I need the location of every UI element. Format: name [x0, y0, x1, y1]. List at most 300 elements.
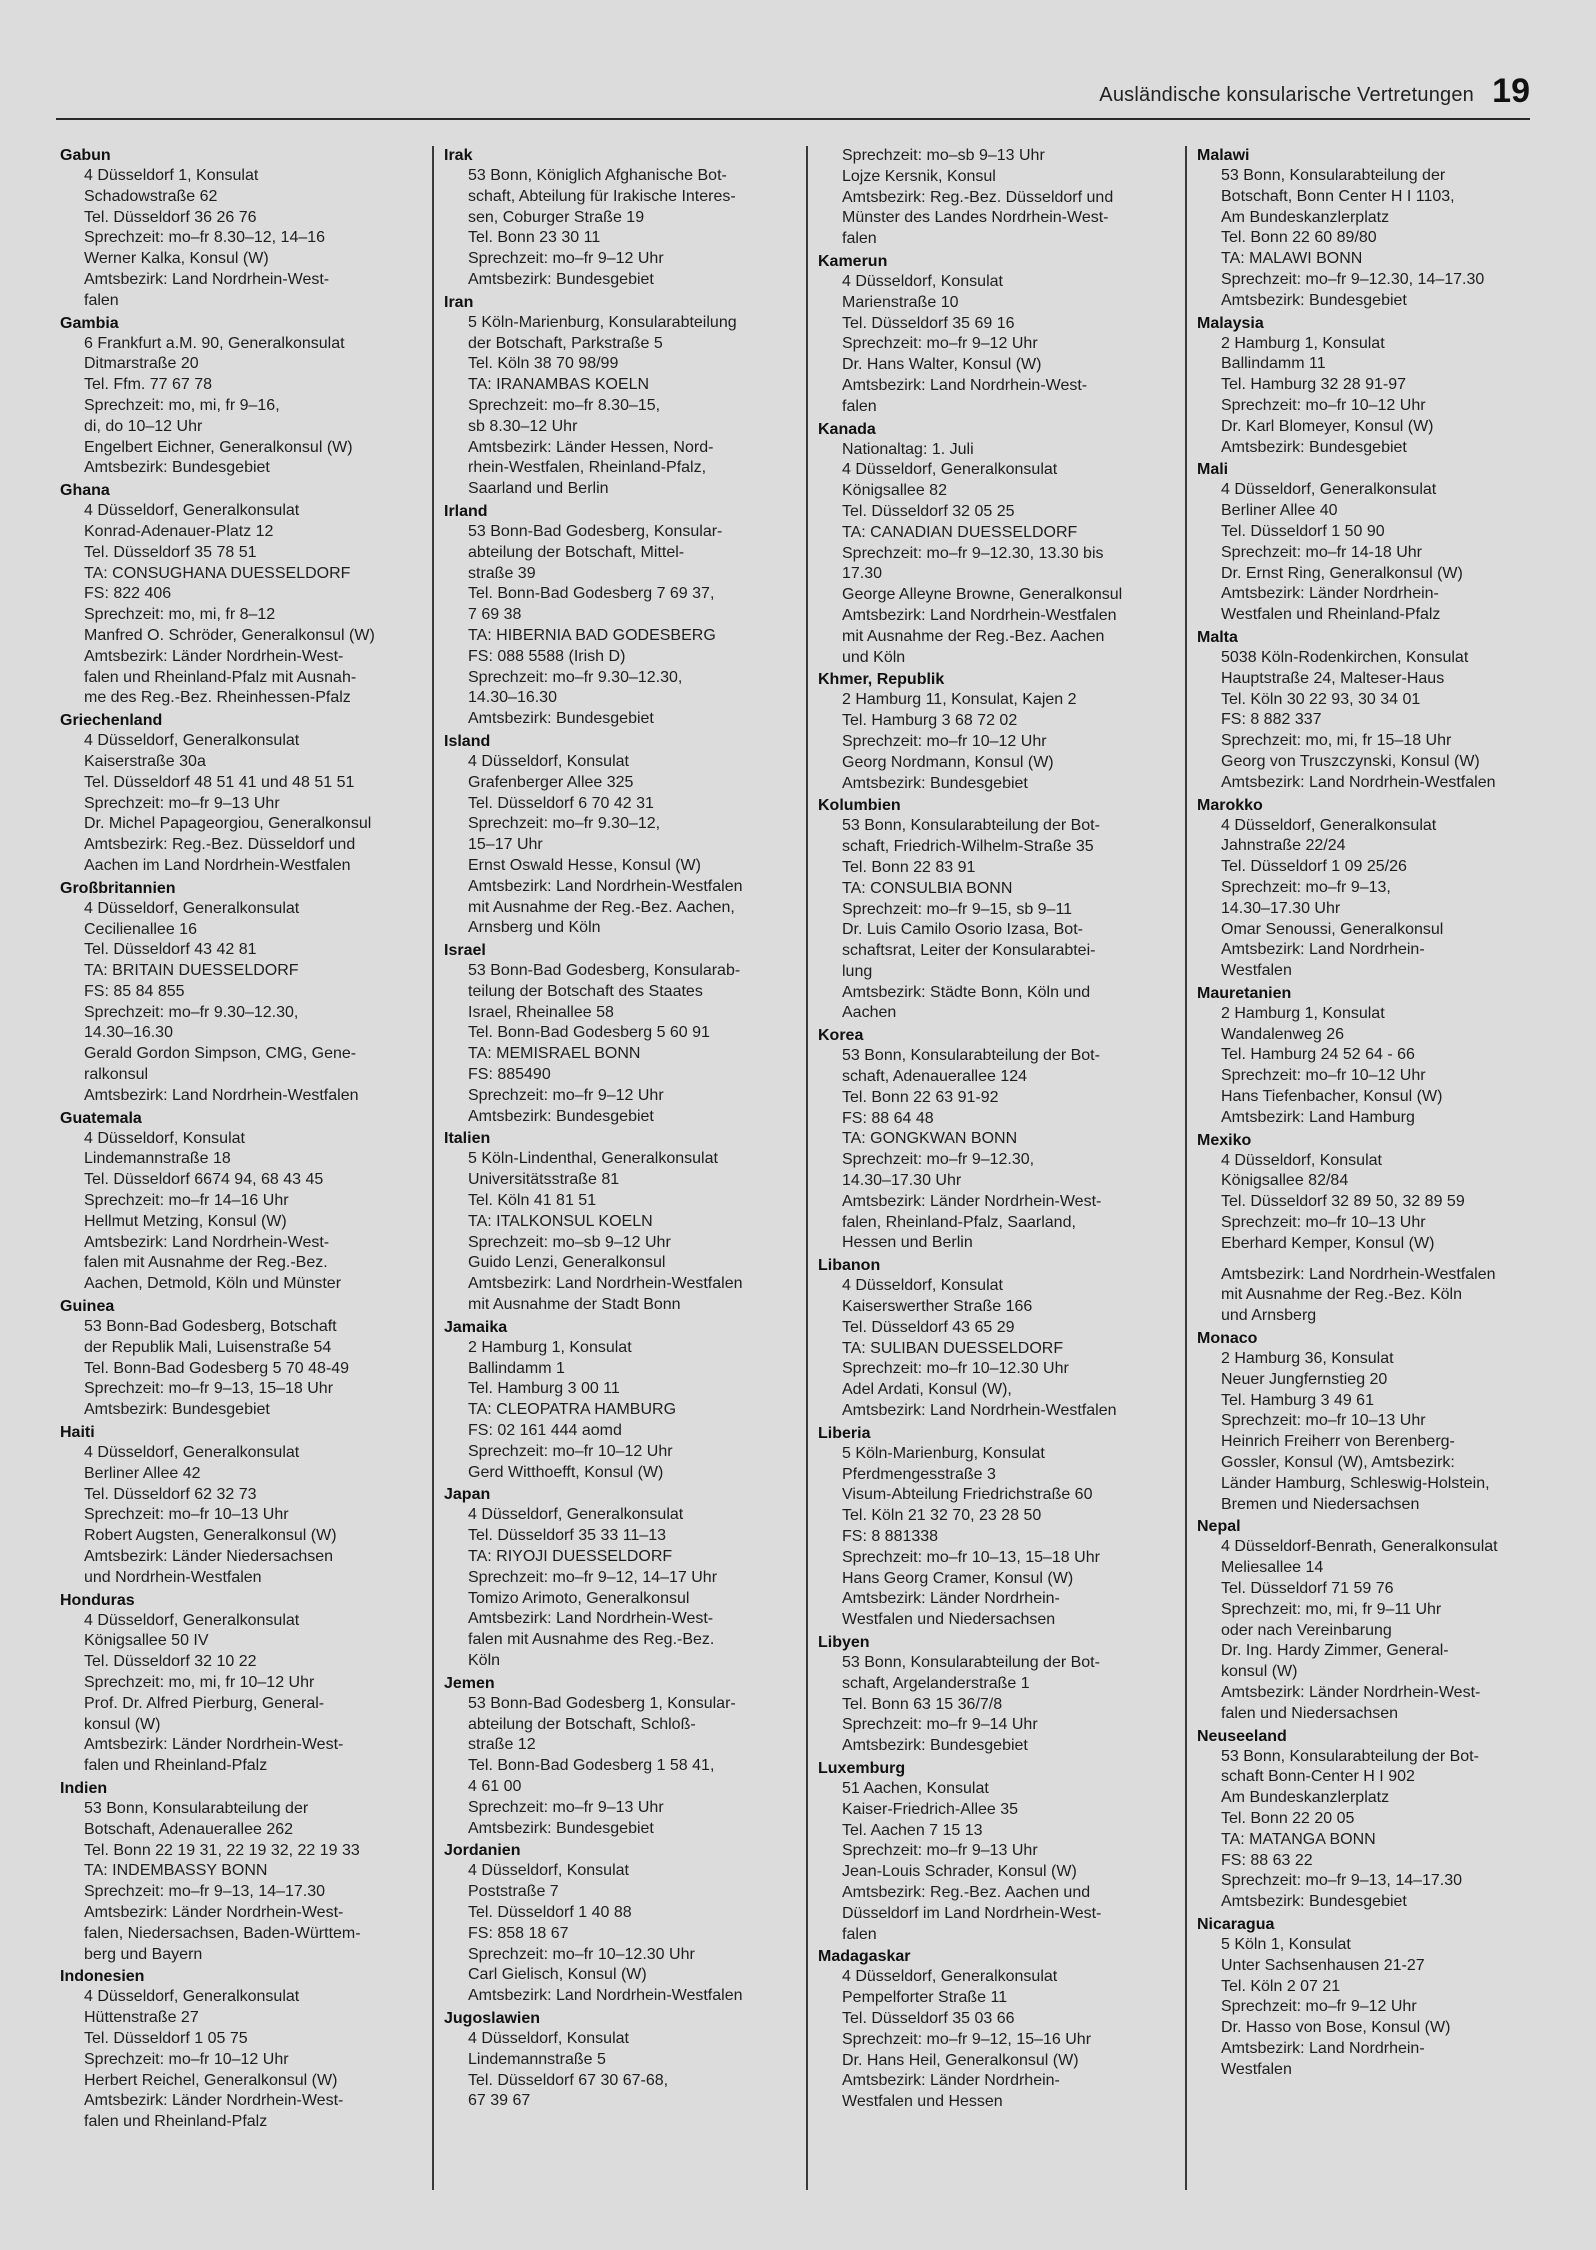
directory-entry [818, 1424, 1177, 1631]
country-heading: Malta [1197, 628, 1238, 646]
entry-line: 4 Düsseldorf, Generalkonsulat [84, 1988, 300, 2006]
entry-line: Sprechzeit: mo–fr 9–12.30, 13.30 bis [842, 544, 1104, 562]
column-2 [432, 146, 806, 2190]
column-3 [806, 146, 1185, 2190]
entry-line: 6 Frankfurt a.M. 90, Generalkonsulat [84, 334, 345, 352]
directory-entry [60, 1109, 424, 1295]
entry-line: Amtsbezirk: Land Hamburg [1221, 1108, 1415, 1126]
entry-line: TA: INDEMBASSY BONN [84, 1862, 268, 1880]
country-heading: Irak [444, 147, 473, 164]
entry-line: Sprechzeit: mo–fr 9–15, sb 9–11 [842, 900, 1073, 918]
country-heading: Libanon [818, 1257, 881, 1275]
entry-line: Tel. Bonn 23 30 11 [468, 229, 601, 247]
entry-line: TA: CONSULBIA BONN [842, 879, 1013, 897]
entry-line: Gerd Witthoefft, Konsul (W) [468, 1463, 664, 1481]
entry-line: Visum-Abteilung Friedrichstraße 60 [842, 1486, 1093, 1504]
entry-line: Amtsbezirk: Land Nordrhein-Westfalen [468, 1987, 743, 2005]
country-heading: Kamerun [818, 252, 888, 270]
country-heading: Libyen [818, 1634, 870, 1651]
entry-line: 5 Köln-Lindenthal, Generalkonsulat [468, 1150, 718, 1168]
entry-line: Tel. Bonn 63 15 36/7/8 [842, 1695, 1003, 1713]
entry-line: Westfalen und Hessen [842, 2093, 1003, 2111]
entry-line: 4 Düsseldorf, Konsulat [468, 2029, 629, 2047]
entry-line: Lindemannstraße 18 [84, 1150, 231, 1168]
entry-line: Amtsbezirk: Land Nordrhein-Westfalen [468, 877, 743, 895]
entry-line: falen [84, 291, 119, 309]
entry-line: 4 Düsseldorf, Konsulat [1221, 1151, 1382, 1169]
directory-entry [818, 1759, 1177, 1945]
entry-line: 5 Köln-Marienburg, Konsularabteilung [468, 313, 737, 331]
directory-entry [60, 1297, 424, 1421]
directory-entry [1197, 984, 1530, 1129]
entry-line: Omar Senoussi, Generalkonsul [1221, 920, 1444, 938]
directory-entry [818, 146, 1177, 250]
entry-line: ralkonsul [84, 1066, 149, 1084]
country-heading: Kanada [818, 420, 876, 438]
entry-line: Amtsbezirk: Land Nordrhein-Westfalen [1221, 773, 1496, 791]
entry-line: 53 Bonn, Konsularabteilung der Bot- [1221, 1747, 1479, 1765]
entry-line: Tel. Aachen 7 15 13 [842, 1821, 983, 1839]
entry-line: Münster des Landes Nordrhein-West- [842, 209, 1109, 227]
entry-line: Arnsberg und Köln [468, 919, 601, 937]
entry-line: Hans Georg Cramer, Konsul (W) [842, 1569, 1074, 1587]
entry-line: Kaiserstraße 30a [84, 752, 206, 770]
entry-line: TA: CONSUGHANA DUESSELDORF [84, 564, 351, 582]
entry-line: Amtsbezirk: Land Nordrhein-West- [842, 376, 1088, 394]
country-heading: Großbritannien [60, 879, 176, 897]
entry-line: Tel. Düsseldorf 6 70 42 31 [468, 794, 654, 812]
entry-line: 53 Bonn, Konsularabteilung der Bot- [842, 1047, 1100, 1065]
entry-line: Israel, Rheinallee 58 [468, 1003, 614, 1021]
entry-line: Amtsbezirk: Land Nordrhein-Westfalen [1221, 1265, 1496, 1283]
entry-line: 5038 Köln-Rodenkirchen, Konsulat [1221, 648, 1469, 666]
entry-line: Sprechzeit: mo–fr 10–12 Uhr [842, 732, 1047, 750]
entry-line: Sprechzeit: mo–fr 9–12 Uhr [842, 335, 1038, 353]
entry-line: mit Ausnahme der Reg.-Bez. Köln [1221, 1286, 1463, 1304]
entry-line: Tel. Düsseldorf 43 42 81 [84, 941, 257, 959]
entry-line: Sprechzeit: mo–fr 9–12, 15–16 Uhr [842, 2030, 1092, 2048]
entry-line: Lojze Kersnik, Konsul [842, 167, 996, 185]
entry-line: oder nach Vereinbarung [1221, 1621, 1392, 1639]
country-heading: Malaysia [1197, 314, 1264, 332]
entry-line: Sprechzeit: mo–fr 14–16 Uhr [84, 1192, 289, 1210]
entry-line: falen mit Ausnahme der Reg.-Bez. [84, 1254, 328, 1272]
entry-line: Westfalen [1221, 2060, 1292, 2078]
entry-line: Sprechzeit: mo–fr 9–13, 14–17.30 [1221, 1872, 1463, 1890]
entry-line: Schadowstraße 62 [84, 187, 218, 205]
entry-line: Tel. Köln 21 32 70, 23 28 50 [842, 1507, 1042, 1525]
directory-entry [60, 1591, 424, 1777]
entry-line: TA: SULIBAN DUESSELDORF [842, 1339, 1064, 1357]
entry-line: Tel. Bonn-Bad Godesberg 1 58 41, [468, 1757, 715, 1775]
entry-line: Sprechzeit: mo–fr 9–12 Uhr [468, 250, 664, 268]
entry-line: falen und Rheinland-Pfalz mit Ausnah- [84, 668, 357, 686]
entry-line: Amtsbezirk: Land Nordrhein-West- [84, 1233, 330, 1251]
entry-line: FS: 858 18 67 [468, 1924, 569, 1942]
column-4 [1185, 146, 1538, 2190]
entry-line: sen, Coburger Straße 19 [468, 208, 645, 226]
entry-line: Am Bundeskanzlerplatz [1221, 1789, 1390, 1807]
entry-line: FS: 85 84 855 [84, 982, 185, 1000]
entry-line: Marienstraße 10 [842, 293, 959, 311]
entry-line: Sprechzeit: mo, mi, fr 9–11 Uhr [1221, 1600, 1442, 1618]
entry-line: 4 Düsseldorf, Generalkonsulat [84, 732, 300, 750]
entry-line: Tel. Bonn-Bad Godesberg 5 70 48-49 [84, 1359, 350, 1377]
entry-line: 53 Bonn-Bad Godesberg, Konsular- [468, 522, 723, 540]
entry-line: Tel. Hamburg 24 52 64 - 66 [1221, 1046, 1415, 1064]
entry-line: 4 Düsseldorf, Generalkonsulat [842, 1968, 1058, 1986]
entry-line: Amtsbezirk: Länder Nordrhein- [842, 2072, 1060, 2090]
entry-line: Grafenberger Allee 325 [468, 773, 634, 791]
entry-line: Dr. Karl Blomeyer, Konsul (W) [1221, 417, 1434, 435]
entry-line: TA: GONGKWAN BONN [842, 1130, 1018, 1148]
page-header [56, 72, 1530, 120]
directory-entry [444, 1129, 798, 1315]
directory-entry [444, 1674, 798, 1840]
directory-entry [1197, 460, 1530, 626]
entry-line: Tel. Bonn 22 63 91-92 [842, 1088, 999, 1106]
entry-line: TA: ITALKONSUL KOELN [468, 1212, 653, 1230]
entry-line: FS: 88 64 48 [842, 1109, 934, 1127]
entry-line: Poststraße 7 [468, 1883, 559, 1901]
directory-entry [1197, 1727, 1530, 1913]
entry-line: Sprechzeit: mo–fr 9.30–12, [468, 815, 661, 833]
entry-line: 4 Düsseldorf, Generalkonsulat [84, 502, 300, 520]
entry-line: Sprechzeit: mo–fr 9–13 Uhr [842, 1842, 1038, 1860]
entry-line: FS: 8 881338 [842, 1528, 939, 1546]
entry-line: 2 Hamburg 36, Konsulat [1221, 1350, 1394, 1368]
country-heading: Mauretanien [1197, 984, 1292, 1002]
entry-line: mit Ausnahme der Stadt Bonn [468, 1296, 681, 1314]
entry-line: Amtsbezirk: Bundesgebiet [468, 710, 654, 728]
entry-line: Amtsbezirk: Bundesgebiet [842, 1737, 1028, 1755]
directory-entry [818, 420, 1177, 669]
entry-line: 53 Bonn, Konsularabteilung der Bot- [842, 1654, 1100, 1671]
entry-line: 2 Hamburg 1, Konsulat [1221, 334, 1385, 352]
entry-line: Aachen [842, 1004, 897, 1022]
entry-line: Sprechzeit: mo–fr 10–13 Uhr [1221, 1412, 1426, 1430]
entry-line: TA: MATANGA BONN [1221, 1830, 1376, 1848]
entry-line: Universitätsstraße 81 [468, 1171, 620, 1189]
country-heading: Marokko [1197, 796, 1263, 814]
entry-line: schaft, Abteilung für Irakische Interes- [468, 187, 736, 205]
entry-line: Sprechzeit: mo–fr 10–12 Uhr [84, 2050, 289, 2068]
directory-entry [60, 711, 424, 877]
entry-line: Sprechzeit: mo–fr 8.30–15, [468, 396, 661, 414]
entry-line: Jahnstraße 22/24 [1221, 837, 1346, 855]
entry-line: Dr. Hasso von Bose, Konsul (W) [1221, 2019, 1451, 2037]
directory-columns [56, 146, 1538, 2190]
directory-entry [818, 1256, 1177, 1422]
entry-line: Dr. Hans Heil, Generalkonsul (W) [842, 2051, 1079, 2069]
country-heading: Luxemburg [818, 1759, 906, 1777]
country-heading: Griechenland [60, 712, 163, 730]
entry-line: Neuer Jungfernstieg 20 [1221, 1370, 1388, 1388]
entry-line: Sprechzeit: mo–fr 9–12, 14–17 Uhr [468, 1568, 718, 1586]
country-heading: Khmer, Republik [818, 671, 945, 689]
entry-line: TA: RIYOJI DUESSELDORF [468, 1548, 673, 1566]
entry-line: Amtsbezirk: Reg.-Bez. Düsseldorf und [84, 836, 356, 854]
entry-line: Tel. Düsseldorf 35 03 66 [842, 2009, 1015, 2027]
entry-line: straße 39 [468, 564, 536, 582]
entry-line: 15–17 Uhr [468, 836, 543, 854]
entry-line: Tel. Düsseldorf 1 50 90 [1221, 522, 1385, 540]
entry-line: FS: 088 5588 (Irish D) [468, 647, 626, 665]
entry-line: Amtsbezirk: Länder Nordrhein-West- [1221, 1684, 1481, 1701]
entry-line: 4 Düsseldorf, Generalkonsulat [468, 1506, 684, 1524]
entry-line: Amtsbezirk: Bundesgebiet [1221, 1893, 1407, 1911]
entry-line: schaft Bonn-Center H I 902 [1221, 1768, 1415, 1786]
entry-line: Tel. Bonn 22 83 91 [842, 858, 976, 876]
directory-entry [444, 1318, 798, 1484]
entry-line: Dr. Michel Papageorgiou, Generalkonsul [84, 815, 372, 833]
entry-line: Sprechzeit: mo–fr 9–13, [1221, 878, 1391, 896]
entry-line: 53 Bonn-Bad Godesberg 1, Konsular- [468, 1694, 736, 1712]
entry-line: Tel. Düsseldorf 35 69 16 [842, 314, 1015, 332]
entry-line: Tel. Bonn-Bad Godesberg 7 69 37, [468, 585, 715, 603]
entry-line: Sprechzeit: mo–fr 9.30–12.30, [468, 668, 683, 686]
entry-line: Dr. Luis Camilo Osorio Izasa, Bot- [842, 921, 1083, 939]
country-heading: Liberia [818, 1424, 871, 1442]
entry-line: Ballindamm 1 [468, 1359, 565, 1377]
directory-entry [60, 481, 424, 709]
entry-line: Sprechzeit: mo–sb 9–13 Uhr [842, 147, 1045, 164]
entry-line: Düsseldorf im Land Nordrhein-West- [842, 1904, 1102, 1922]
entry-line: abteilung der Botschaft, Schloß- [468, 1715, 696, 1733]
entry-line: FS: 88 63 22 [1221, 1851, 1313, 1869]
entry-line: Amtsbezirk: Länder Nordrhein-West- [84, 647, 344, 665]
entry-line: Amtsbezirk: Länder Nordrhein- [1221, 585, 1439, 603]
entry-line: Cecilienallee 16 [84, 920, 197, 938]
entry-line: Tel. Düsseldorf 1 09 25/26 [1221, 858, 1407, 876]
country-heading: Ghana [60, 482, 110, 500]
country-heading: Israel [444, 942, 486, 960]
entry-line: 2 Hamburg 11, Konsulat, Kajen 2 [842, 691, 1077, 709]
entry-line: Amtsbezirk: Bundesgebiet [1221, 438, 1407, 456]
entry-line: Königsallee 50 IV [84, 1632, 209, 1650]
entry-line: Tel. Düsseldorf 1 40 88 [468, 1903, 632, 1921]
entry-line: Köln [468, 1652, 501, 1669]
entry-line: Sprechzeit: mo–fr 8.30–12, 14–16 [84, 229, 326, 247]
country-heading: Jamaika [444, 1318, 508, 1336]
country-heading: Italien [444, 1130, 491, 1148]
directory-entry [60, 1967, 424, 2133]
country-heading: Jordanien [444, 1842, 521, 1860]
entry-line: TA: MEMISRAEL BONN [468, 1045, 641, 1063]
entry-line: Sprechzeit: mo–fr 9.30–12.30, [84, 1003, 299, 1021]
entry-line: schaft, Adenauerallee 124 [842, 1068, 1028, 1086]
entry-line: Kaiserswerther Straße 166 [842, 1298, 1033, 1316]
entry-line: Amtsbezirk: Länder Niedersachsen [84, 1548, 334, 1566]
entry-line: 4 Düsseldorf, Generalkonsulat [1221, 481, 1437, 499]
entry-line: 4 Düsseldorf 1, Konsulat [84, 167, 259, 184]
entry-line: Amtsbezirk: Land Nordrhein-West- [84, 270, 330, 288]
entry-line: Sprechzeit: mo–fr 10–12.30 Uhr [842, 1360, 1069, 1378]
entry-line: Wandalenweg 26 [1221, 1025, 1345, 1043]
entry-line: Manfred O. Schröder, Generalkonsul (W) [84, 626, 375, 644]
entry-line: 4 Düsseldorf, Konsulat [842, 1277, 1003, 1295]
entry-line: 14.30–17.30 Uhr [1221, 899, 1341, 917]
directory-entry [444, 502, 798, 730]
entry-line: der Botschaft, Parkstraße 5 [468, 334, 663, 352]
entry-line: FS: 885490 [468, 1066, 551, 1084]
entry-line: rhein-Westfalen, Rheinland-Pfalz, [468, 459, 707, 477]
page-number: 19 [1492, 72, 1530, 110]
entry-line: Amtsbezirk: Bundesgebiet [468, 1107, 654, 1125]
entry-line: Amtsbezirk: Länder Nordrhein- [842, 1590, 1060, 1608]
directory-entry [818, 1633, 1177, 1757]
entry-line: Tel. Hamburg 3 49 61 [1221, 1391, 1374, 1409]
entry-line: schaftsrat, Leiter der Konsularabtei- [842, 942, 1096, 960]
entry-line: Tel. Köln 2 07 21 [1221, 1977, 1341, 1995]
entry-line: 4 Düsseldorf, Generalkonsulat [842, 461, 1058, 479]
country-heading: Jugoslawien [444, 2009, 541, 2027]
entry-line: und Köln [842, 648, 906, 666]
entry-line: 4 Düsseldorf, Konsulat [842, 272, 1003, 290]
entry-line: berg und Bayern [84, 1945, 203, 1963]
entry-line: Sprechzeit: mo–fr 10–12 Uhr [1221, 1067, 1426, 1085]
entry-line: Hessen und Berlin [842, 1234, 973, 1252]
entry-line: abteilung der Botschaft, Mittel- [468, 543, 685, 561]
entry-line: der Republik Mali, Luisenstraße 54 [84, 1338, 332, 1356]
entry-line: 4 Düsseldorf, Generalkonsulat [84, 1444, 300, 1462]
entry-line: Lindemannstraße 5 [468, 2050, 606, 2068]
country-heading: Honduras [60, 1591, 135, 1609]
entry-line: Ernst Oswald Hesse, Konsul (W) [468, 856, 701, 874]
directory-entry [818, 1026, 1177, 1254]
entry-line: 53 Bonn, Konsularabteilung der [84, 1799, 309, 1817]
entry-line: und Arnsberg [1221, 1307, 1317, 1325]
directory-entry [444, 1841, 798, 2007]
entry-line: di, do 10–12 Uhr [84, 417, 203, 435]
entry-line: TA: HIBERNIA BAD GODESBERG [468, 626, 716, 644]
entry-line: 17.30 [842, 565, 883, 583]
entry-line: Tel. Bonn 22 19 31, 22 19 32, 22 19 33 [84, 1841, 360, 1859]
entry-line: Tel. Bonn 22 60 89/80 [1221, 229, 1377, 247]
country-heading: Nepal [1197, 1518, 1241, 1536]
entry-line: Amtsbezirk: Bundesgebiet [468, 270, 654, 288]
entry-line: Tel. Düsseldorf 71 59 76 [1221, 1580, 1394, 1598]
country-heading: Mexiko [1197, 1131, 1252, 1149]
entry-line: Amtsbezirk: Land Nordrhein-West- [468, 1610, 714, 1628]
entry-line: Bremen und Niedersachsen [1221, 1495, 1420, 1513]
entry-line: Amtsbezirk: Reg.-Bez. Aachen und [842, 1883, 1091, 1901]
entry-line: Hellmut Metzing, Konsul (W) [84, 1212, 287, 1230]
entry-line: Sprechzeit: mo, mi, fr 9–16, [84, 396, 280, 414]
entry-line: 53 Bonn, Königlich Afghanische Bot- [468, 167, 727, 184]
entry-line: falen und Niedersachsen [1221, 1704, 1399, 1722]
country-heading: Indien [60, 1779, 108, 1797]
directory-entry [444, 293, 798, 500]
directory-entry [818, 1947, 1177, 2113]
directory-entry [444, 146, 798, 291]
entry-line: Sprechzeit: mo–fr 10–12 Uhr [468, 1442, 673, 1460]
entry-line: Sprechzeit: mo–fr 10–12.30 Uhr [468, 1945, 695, 1963]
entry-line: Amtsbezirk: Land Nordrhein-Westfalen [842, 1402, 1117, 1420]
entry-line: 53 Bonn-Bad Godesberg, Konsularab- [468, 962, 741, 980]
country-heading: Monaco [1197, 1330, 1258, 1348]
entry-line: Hans Tiefenbacher, Konsul (W) [1221, 1088, 1443, 1106]
entry-line: Tel. Düsseldorf 35 78 51 [84, 543, 257, 561]
entry-line: und Nordrhein-Westfalen [84, 1568, 262, 1586]
entry-line: Tel. Düsseldorf 67 30 67-68, [468, 2071, 669, 2089]
entry-line: Sprechzeit: mo–fr 10–12 Uhr [1221, 396, 1426, 414]
entry-spacer [1197, 1255, 1530, 1265]
directory-entry [444, 2009, 798, 2112]
entry-line: Engelbert Eichner, Generalkonsul (W) [84, 438, 353, 456]
entry-line: Aachen, Detmold, Köln und Münster [84, 1275, 342, 1293]
country-heading: Haiti [60, 1424, 95, 1442]
country-heading: Korea [818, 1027, 864, 1045]
country-heading: Irland [444, 502, 488, 520]
directory-entry [1197, 796, 1530, 982]
entry-line: TA: MALAWI BONN [1221, 250, 1363, 268]
entry-line: Dr. Ing. Hardy Zimmer, General- [1221, 1642, 1449, 1660]
entry-line: Konrad-Adenauer-Platz 12 [84, 522, 274, 540]
entry-line: Sprechzeit: mo, mi, fr 8–12 [84, 606, 276, 624]
entry-line: Dr. Ernst Ring, Generalkonsul (W) [1221, 564, 1463, 582]
entry-line: Sprechzeit: mo–fr 9–12.30, [842, 1151, 1035, 1169]
entry-line: Amtsbezirk: Bundesgebiet [468, 1819, 654, 1837]
entry-line: Eberhard Kemper, Konsul (W) [1221, 1234, 1435, 1252]
country-heading: Guinea [60, 1298, 115, 1316]
column-1 [56, 146, 432, 2190]
entry-line: Berliner Allee 40 [1221, 502, 1338, 520]
entry-line: Pempelforter Straße 11 [842, 1989, 1008, 2007]
entry-line: Georg von Truszczynski, Konsul (W) [1221, 752, 1480, 770]
entry-line: 4 Düsseldorf, Konsulat [468, 1862, 629, 1880]
entry-line: Sprechzeit: mo–fr 10–13, 15–18 Uhr [842, 1548, 1100, 1566]
entry-line: Westfalen [1221, 962, 1292, 980]
entry-line: falen [842, 397, 877, 415]
entry-line: TA: CANADIAN DUESSELDORF [842, 523, 1078, 541]
country-heading: Indonesien [60, 1968, 145, 1986]
entry-line: Dr. Hans Walter, Konsul (W) [842, 356, 1042, 374]
entry-line: Tel. Ffm. 77 67 78 [84, 376, 213, 394]
directory-entry [444, 1485, 798, 1671]
entry-line: Heinrich Freiherr von Berenberg- [1221, 1433, 1455, 1451]
entry-line: Meliesallee 14 [1221, 1559, 1324, 1577]
directory-entry [444, 941, 798, 1127]
entry-line: falen, Niedersachsen, Baden-Württem- [84, 1924, 361, 1942]
entry-line: Jean-Louis Schrader, Konsul (W) [842, 1863, 1077, 1881]
entry-line: Amtsbezirk: Reg.-Bez. Düsseldorf und [842, 188, 1114, 206]
entry-line: FS: 02 161 444 aomd [468, 1422, 622, 1440]
entry-line: falen und Rheinland-Pfalz [84, 2113, 268, 2131]
entry-line: Westfalen und Niedersachsen [842, 1611, 1056, 1629]
country-heading: Mali [1197, 461, 1229, 479]
entry-line: teilung der Botschaft des Staates [468, 982, 703, 1000]
directory-entry [1197, 1329, 1530, 1515]
entry-line: Länder Hamburg, Schleswig-Holstein, [1221, 1474, 1490, 1492]
entry-line: Amtsbezirk: Land Nordrhein- [1221, 2039, 1425, 2057]
entry-line: Am Bundeskanzlerplatz [1221, 208, 1390, 226]
country-heading: Guatemala [60, 1109, 142, 1127]
entry-line: 2 Hamburg 1, Konsulat [468, 1338, 632, 1356]
entry-line: Carl Gielisch, Konsul (W) [468, 1966, 647, 1984]
entry-line: Tel. Düsseldorf 6674 94, 68 43 45 [84, 1171, 324, 1189]
entry-line: Tel. Düsseldorf 32 05 25 [842, 502, 1015, 520]
country-heading: Island [444, 732, 491, 750]
entry-line: Georg Nordmann, Konsul (W) [842, 753, 1054, 771]
country-heading: Gambia [60, 314, 119, 332]
entry-line: sb 8.30–12 Uhr [468, 417, 578, 435]
directory-entry [1197, 146, 1530, 312]
entry-line: Tel. Köln 30 22 93, 30 34 01 [1221, 690, 1421, 708]
entry-line: Sprechzeit: mo, mi, fr 10–12 Uhr [84, 1674, 315, 1691]
entry-line: Sprechzeit: mo–fr 9–12 Uhr [468, 1086, 664, 1104]
entry-line: Saarland und Berlin [468, 480, 609, 498]
